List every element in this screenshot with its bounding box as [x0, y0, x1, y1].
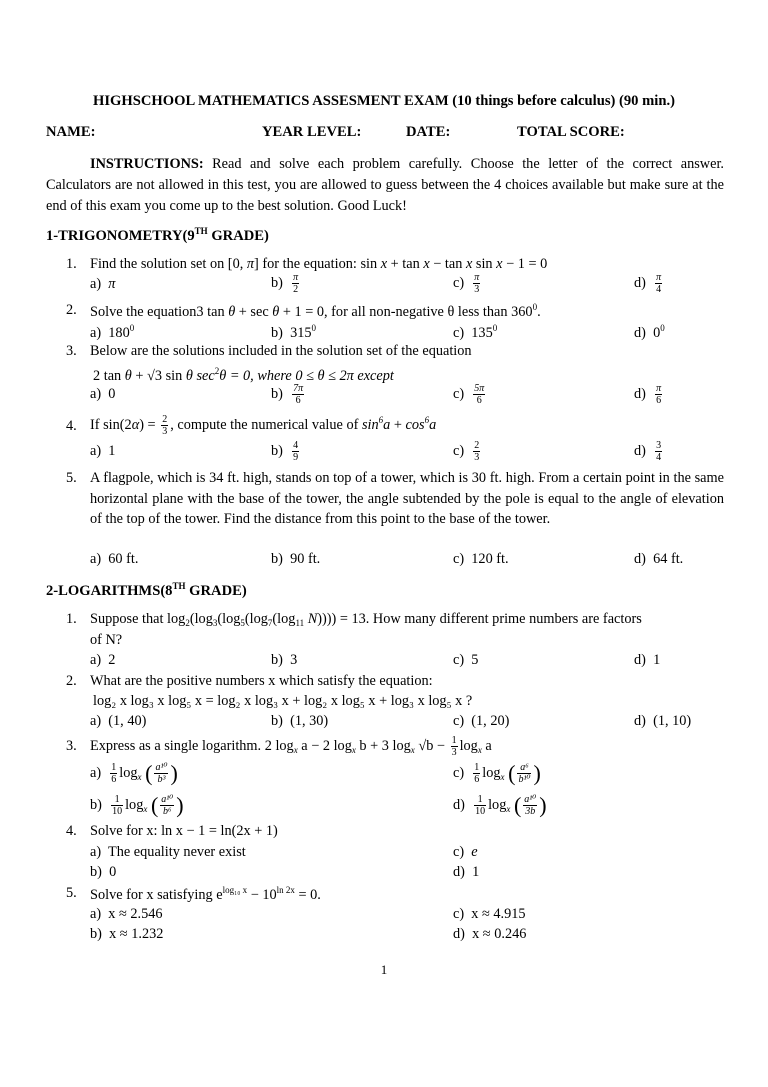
trig-q2-text: Solve the equation3 tan θ + sec θ + 1 = 0, for all non-negative θ less than $360^0$. [90, 302, 541, 320]
trig-q3-choice-d[interactable]: d) $\frac{\pi}{6}$ [634, 383, 662, 406]
trig-q3-choice-b[interactable]: b) $\frac{7\pi}{6}$ [271, 383, 304, 406]
trig-q1-text: Find the solution set on [0, π] for the equation: sin x + tan x − tan x sin x − 1 = 0 [90, 256, 548, 272]
trig-q3-text: Below are the solutions included in the solution set of the equation [90, 343, 472, 359]
log-q3-text: Express as a single logarithm. 2 $\log_x a - 2$ $\log_x b + 3$ $\log_x √b$ − $\frac{1}{3}$ $\log_x a$ [90, 735, 492, 758]
trig-q5-number: 5. [66, 470, 77, 486]
log-q4-choice-d[interactable]: d) 1 [453, 864, 480, 880]
log-q3-choice-d[interactable]: d) $\frac{1}{10}$ $\log_x$ ( $\frac{\text{a¹⁰}}{3b}$ ) [453, 792, 547, 818]
date-label: DATE: [406, 124, 451, 140]
trig-q4-choice-b[interactable]: b) $\frac{4}{9}$ [271, 440, 299, 463]
log-q1-choice-c[interactable]: c) 5 [453, 652, 479, 668]
trig-q3-equation: 2 tan θ + √3 sin θ $\sec^2\theta = 0$, where 0 ≤ θ ≤ 2π except [93, 366, 394, 384]
trig-q1-choice-d[interactable]: d) $\frac{\pi}{4}$ [634, 272, 662, 295]
trig-q2-choice-a[interactable]: a) $180^0$ [90, 323, 135, 341]
trig-q3-number: 3. [66, 343, 77, 359]
log-q4-choice-b[interactable]: b) 0 [90, 864, 117, 880]
exam-title: HIGHSCHOOL MATHEMATICS ASSESMENT EXAM (10 things before calculus) (90 min.) [93, 93, 675, 109]
trig-q1-choice-a[interactable]: a) π [90, 276, 116, 292]
trig-q5-choice-a[interactable]: a) 60 ft. [90, 551, 139, 567]
log-q2-choice-c[interactable]: c) (1, 20) [453, 713, 510, 729]
log-q2-choice-d[interactable]: d) (1, 10) [634, 713, 692, 729]
trig-q3-choice-a[interactable]: a) 0 [90, 386, 116, 402]
log-q3-choice-c[interactable]: c) $\frac{1}{6}$ $\log_x$ ( $\frac{\text{a⁶}}{\text{b¹⁰}}$ ) [453, 760, 541, 786]
log-q2-text: What are the positive numbers x which satisfy the equation: [90, 673, 433, 689]
log-q3-choice-b[interactable]: b) $\frac{1}{10}$ $\log_x$ ( $\frac{\text{a¹⁰}}{\text{b⁶}}$ ) [90, 792, 184, 818]
log-q4-number: 4. [66, 823, 77, 839]
log-q4-text: Solve for x: ln x − 1 = ln(2x + 1) [90, 823, 278, 839]
log-q1-text-line2: of N? [90, 632, 123, 648]
section-trigonometry: 1-TRIGONOMETRY(9TH GRADE) [46, 226, 269, 244]
year-level-label: YEAR LEVEL: [262, 124, 362, 140]
trig-q2-choice-b[interactable]: b) $315^0$ [271, 323, 317, 341]
log-q1-choice-a[interactable]: a) 2 [90, 652, 116, 668]
log-q3-choice-a[interactable]: a) $\frac{1}{6}$ $\log_x$ ( $\frac{\text{a¹⁰}}{\text{b³}}$ ) [90, 760, 178, 786]
log-q1-text: Suppose that $\log_2(\log_3(\log_5(\log_7(\log_{11}$ N)))) = 13. How many different prime numbers are factors [90, 611, 642, 628]
trig-q4-text: If sin(2α) = $\frac{2}{3}$ , compute the numerical value of $\sin^6a + \cos^6a$ [90, 414, 437, 437]
log-q1-number: 1. [66, 611, 77, 627]
page-number: 1 [380, 962, 388, 977]
section-logarithms: 2-LOGARITHMS(8TH GRADE) [46, 581, 247, 599]
log-q3-number: 3. [66, 738, 77, 754]
trig-q4-choice-c[interactable]: c) $\frac{2}{3}$ [453, 440, 480, 463]
log-q4-choice-a[interactable]: a) The equality never exist [90, 844, 246, 860]
trig-q1-choice-b[interactable]: b) $\frac{\pi}{2}$ [271, 272, 299, 295]
log-q4-choice-c[interactable]: c) e [453, 844, 478, 860]
log-q5-text: Solve for x satisfying $e^{log_{10} x} - 10^{ln 2x} = 0$. [90, 885, 321, 903]
trig-q1-number: 1. [66, 256, 77, 272]
trig-q4-choice-d[interactable]: d) $\frac{3}{4}$ [634, 440, 662, 463]
log-q2-equation: log₂ x log₃ x log₅ x = log₂ x log₃ x + log₂ x log₅ x + log₃ x log₅ x ? [93, 693, 473, 709]
log-q5-choice-b[interactable]: b) x ≈ 1.232 [90, 926, 164, 942]
trig-q2-choice-d[interactable]: d) $0^0$ [634, 323, 665, 341]
total-score-label: TOTAL SCORE: [517, 124, 625, 140]
log-q1-choice-b[interactable]: b) 3 [271, 652, 298, 668]
log-q2-number: 2. [66, 673, 77, 689]
log-q5-number: 5. [66, 885, 77, 901]
trig-q4-choice-a[interactable]: a) 1 [90, 443, 116, 459]
trig-q3-choice-c[interactable]: c) $\frac{5\pi}{6}$ [453, 383, 485, 406]
trig-q5-choice-d[interactable]: d) 64 ft. [634, 551, 684, 567]
log-q5-choice-a[interactable]: a) x ≈ 2.546 [90, 906, 163, 922]
log-q1-choice-d[interactable]: d) 1 [634, 652, 661, 668]
trig-q1-choice-c[interactable]: c) $\frac{\pi}{3}$ [453, 272, 480, 295]
log-q5-choice-c[interactable]: c) x ≈ 4.915 [453, 906, 526, 922]
name-label: NAME: [46, 124, 96, 140]
trig-q2-choice-c[interactable]: c) $135^0$ [453, 323, 498, 341]
instructions-text: Read and solve each problem carefully. Choose the letter of the correct answer. Calculators are not allowed in this test, you are allowed to guess between the 4 choices available but make sure at the end of this exam you come up to the best solution. Good Luck! [46, 156, 724, 214]
trig-q4-number: 4. [66, 418, 77, 434]
trig-q5-text: A flagpole, which is 34 ft. high, stands on top of a tower, which is 30 ft. high. From a certain point in the same horizontal plane with the base of the tower, the angle subtended by the pole is equal to the angle of elevation of the top of the tower. Find the distance from this point to the base of the tower. [90, 470, 724, 528]
log-q2-choice-b[interactable]: b) (1, 30) [271, 713, 329, 729]
instructions [46, 154, 724, 217]
instructions-label: INSTRUCTIONS: [90, 156, 204, 172]
trig-q5-choice-c[interactable]: c) 120 ft. [453, 551, 509, 567]
trig-q2-number: 2. [66, 302, 77, 318]
log-q2-choice-a[interactable]: a) (1, 40) [90, 713, 147, 729]
trig-q5-choice-b[interactable]: b) 90 ft. [271, 551, 321, 567]
log-q5-choice-d[interactable]: d) x ≈ 0.246 [453, 926, 527, 942]
